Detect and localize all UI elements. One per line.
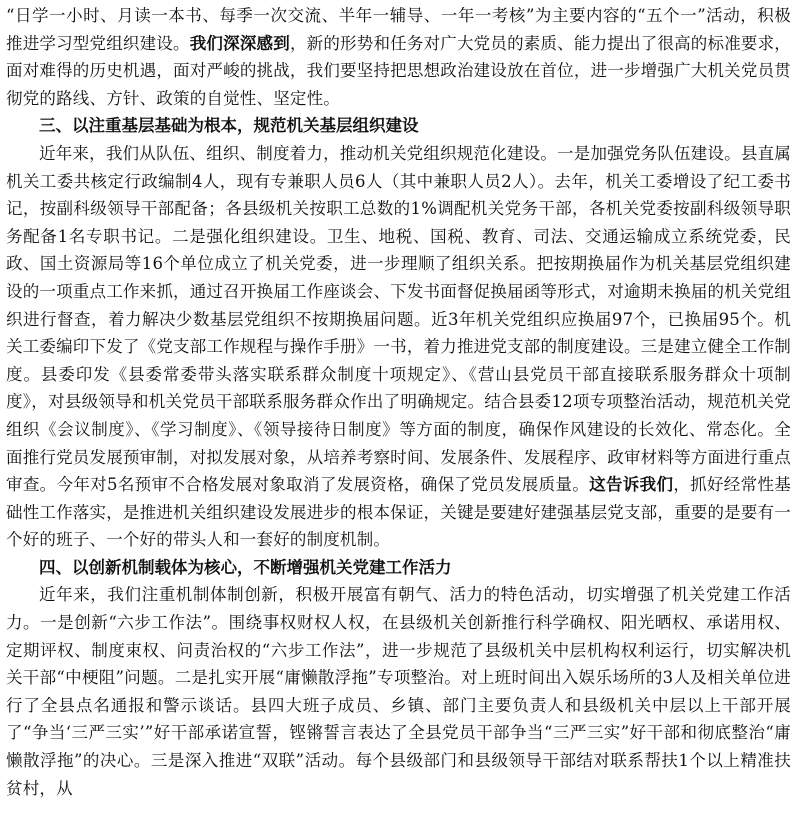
section-heading: 三、以注重基层基础为根本，规范机关基层组织建设 (39, 116, 419, 136)
emphasis-text: 这告诉我们 (589, 475, 674, 495)
body-paragraph (6, 581, 791, 802)
emphasis-text: 我们深深感到 (189, 33, 290, 53)
body-paragraph (6, 140, 791, 554)
paragraph-text: ，抓好经常性基础性工作落实，是推进机关组织建设发展进步的根本保证，关键是要建好建强基层党支部，重要的是要有一个好的班子、一个好的带头人和一套好的制度机制。 (6, 475, 792, 550)
section-heading: 四、以创新机制载体为核心，不断增强机关党建工作活力 (39, 557, 452, 577)
paragraph-text: ，新的形势和任务对广大党员的素质、能力提出了很高的标准要求，面对难得的历史机遇，面对严峻的挑战，我们要坚持把思想政治建设放在首位，进一步增强广大机关党员贯彻党的路线、方针、政策的自觉性、坚定性。 (6, 33, 792, 108)
paragraph-text: “日学一小时、月读一本书、每季一次交流、半年一辅导、一年一考核”为主要内容的“五个一”活动，积极推进学习型党组织建设。 (6, 6, 791, 53)
paragraph-text: 近年来，我们从队伍、组织、制度着力，推动机关党组织规范化建设。一是加强党务队伍建设。县直属机关工委共核定行政编制4人，现有专兼职人员6人（其中兼职人员2人）。去年，机关工委增设了纪工委书记，按副科级领导干部配备；各县级机关按职工总数的1%调配机关党务干部，各机关党委按副科级领导职务配备1名专职书记。二是强化组织建设。卫生、地税、国税、教育、司法、交通运输成立系统党委，民政、国土资源局等16个单位成立了机关党委，进一步理顺了组织关系。把按期换届作为机关基层党组织建设的一项重点工作来抓，通过召开换届工作座谈会、下发书面督促换届函等形式，对逾期未换届的机关党组织进行督查，着力解决少数基层党组织不按期换届问题。近3年机关党组织应换届97个，已换届95个。机关工委编印下发了《党支部工作规程与操作手册》一书，着力推进党支部的制度建设。三是建立健全工作制度。县委印发《县委常委带头落实联系群众制度十项规定》、《营山县党员干部直接联系服务群众十项制度》，对县级领导和机关党员干部联系服务群众作出了明确规定。结合县委12项专项整治活动，规范机关党组织《会议制度》、《学习制度》、《领导接待日制度》等方面的制度，确保作风建设的长效化、常态化。全面推行党员发展预审制，对拟发展对象，从培养考察时间、发展条件、发展程序、政审材料等方面进行重点审查。今年对5名预审不合格发展对象取消了发展资格，确保了党员发展质量。 (6, 143, 791, 495)
paragraph-text: 近年来，我们注重机制体制创新，积极开展富有朝气、活力的特色活动，切实增强了机关党建工作活力。一是创新“六步工作法”。围绕事权财权人权，在县级机关创新推行科学确权、阳光晒权、承诺用权、定期评权、制度束权、问责治权的“六步工作法”，进一步规范了县级机关中层机构权利运行，切实解决机关干部“中梗阻”问题。二是扎实开展“庸懒散浮拖”专项整治。对上班时间出入娱乐场所的3人及相关单位进行了全县点名通报和警示谈话。县四大班子成员、乡镇、部门主要负责人和县级机关中层以上干部开展了“争当‘三严三实’”好干部承诺宣誓，铿锵誓言表达了全县党员干部争当“三严三实”好干部和彻底整治“庸懒散浮拖”的决心。三是深入推进“双联”活动。每个县级部门和县级领导干部结对联系帮扶1个以上精准扶贫村，从 (6, 585, 791, 798)
body-paragraph (6, 2, 791, 112)
